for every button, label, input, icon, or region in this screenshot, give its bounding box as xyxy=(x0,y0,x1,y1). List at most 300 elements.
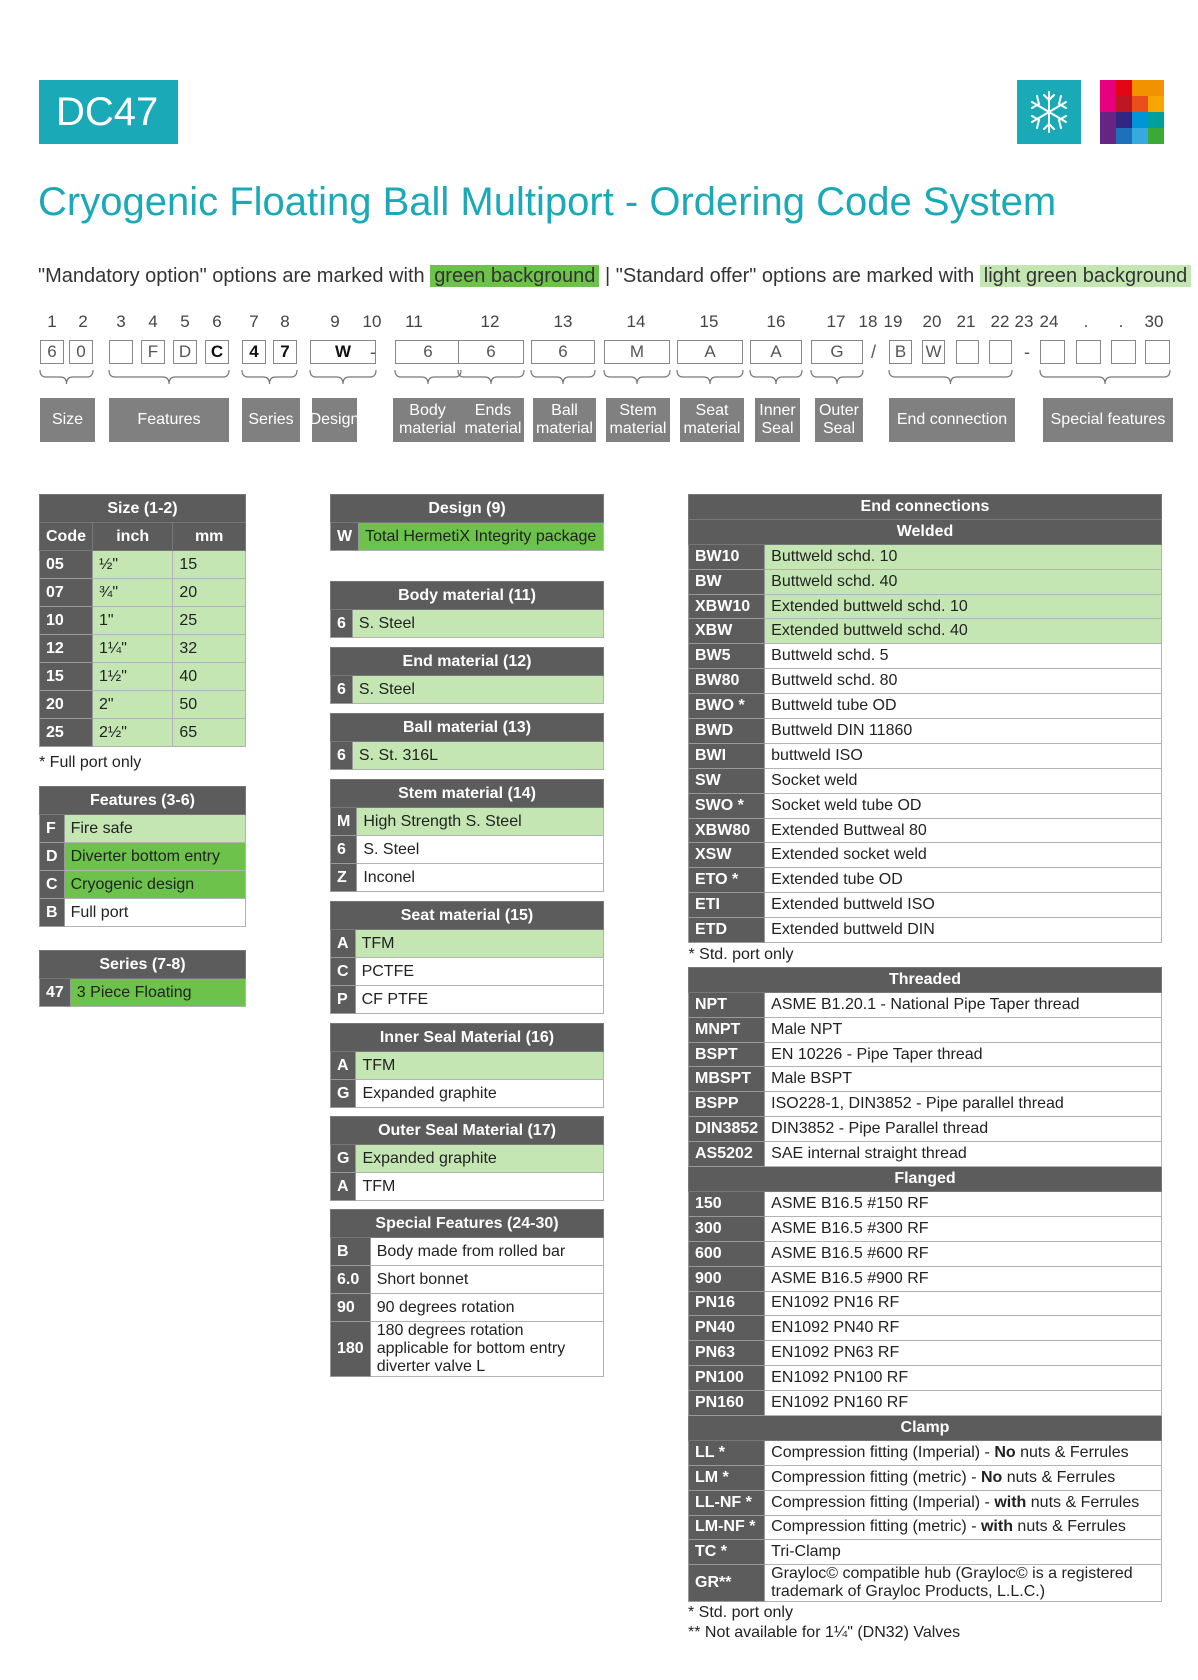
end-connection-code: BW80 xyxy=(689,669,765,694)
legend-text: "Standard offer" options are marked with xyxy=(615,265,975,287)
code-position-number: 21 xyxy=(956,312,976,331)
code-position-number: 19 xyxy=(883,312,903,331)
outer-title: Outer Seal Material (17) xyxy=(331,1117,604,1145)
end-connection-row xyxy=(689,1490,1162,1515)
series-title: Series (7-8) xyxy=(40,951,246,979)
code-group-label: Features xyxy=(109,398,229,442)
size-row xyxy=(40,551,246,579)
end-connection-description: Extended socket weld xyxy=(765,843,1162,868)
seat-row xyxy=(331,958,604,986)
ball-title: Ball material (13) xyxy=(331,714,604,742)
clamp-desc-emph: No xyxy=(980,1468,1003,1486)
clamp-desc-a: Tri-Clamp xyxy=(771,1543,841,1561)
end-connection-code: LM-NF * xyxy=(689,1515,765,1540)
code-position-number: . xyxy=(1118,312,1124,331)
series-code: 47 xyxy=(40,979,71,1007)
stem-description: Inconel xyxy=(357,864,604,892)
end-connection-code: BW10 xyxy=(689,544,765,569)
features-title: Features (3-6) xyxy=(40,787,246,815)
clamp-desc-a: Compression fitting (Imperial) - xyxy=(771,1443,995,1461)
size-mm: 50 xyxy=(173,691,246,719)
code-brace xyxy=(458,370,524,384)
end-connection-description: Buttweld tube OD xyxy=(765,694,1162,719)
code-position-number: 15 xyxy=(699,312,719,331)
design xyxy=(331,495,604,523)
inner xyxy=(331,1024,604,1052)
size-table xyxy=(39,494,246,747)
code-position-number: 3 xyxy=(116,312,126,331)
code-braces xyxy=(0,368,1198,398)
ends-row xyxy=(331,676,604,704)
end-connection-description: EN1092 PN63 RF xyxy=(765,1341,1162,1366)
code-position-number: 1 xyxy=(47,312,57,331)
end-connection-row xyxy=(689,1017,1162,1042)
code-position-number: 6 xyxy=(212,312,222,331)
clamp-desc-a: Compression fitting (Imperial) - xyxy=(771,1493,995,1511)
size-mm: 25 xyxy=(173,607,246,635)
end-connection-row xyxy=(689,1540,1162,1565)
code-box: M xyxy=(604,340,670,364)
special-description: 180 degrees rotation applicable for bottom entry diverter valve L xyxy=(370,1322,603,1377)
series-description: 3 Piece Floating xyxy=(70,979,245,1007)
code-group-label: Ends material xyxy=(462,398,524,442)
outer-description: TFM xyxy=(356,1173,604,1201)
size-row xyxy=(40,635,246,663)
features-row xyxy=(40,871,246,899)
body-title: Body material (11) xyxy=(331,582,604,610)
end-connection-row xyxy=(689,1291,1162,1316)
inner-code: G xyxy=(331,1080,356,1108)
special-description: 90 degrees rotation xyxy=(370,1294,603,1322)
clamp-desc-a: Grayloc© compatible hub (Grayloc© is a registered trademark of Grayloc Products, L.L.C.) xyxy=(771,1565,1133,1601)
inner-title: Inner Seal Material (16) xyxy=(331,1024,604,1052)
outer-row xyxy=(331,1145,604,1173)
code-separator: - xyxy=(370,342,376,362)
end-connection-code: TC * xyxy=(689,1540,765,1565)
inner-row xyxy=(331,1052,604,1080)
design-code: W xyxy=(331,523,359,551)
code-box: 6 xyxy=(458,340,524,364)
features-row xyxy=(40,815,246,843)
clamp-note-dn32: ** Not available for 1¼" (DN32) Valves xyxy=(688,1624,961,1642)
special-code: 180 xyxy=(331,1322,371,1377)
seat-table xyxy=(330,901,604,1014)
end-connection-code: PN160 xyxy=(689,1391,765,1416)
series xyxy=(40,951,246,979)
size-column-header: mm xyxy=(173,523,246,551)
end-connection-code: XBW xyxy=(689,619,765,644)
end-connection-row xyxy=(689,743,1162,768)
code-box: G xyxy=(811,340,863,364)
seat-title: Seat material (15) xyxy=(331,902,604,930)
end-connection-code: 150 xyxy=(689,1191,765,1216)
end-connections-section-title: Clamp xyxy=(689,1415,1162,1440)
stem-description: High Strength S. Steel xyxy=(357,808,604,836)
end-connection-code: BWI xyxy=(689,743,765,768)
end-connection-code: SW xyxy=(689,768,765,793)
code-brace xyxy=(677,370,743,384)
color-legend xyxy=(38,263,1191,289)
code-group-label: Special features xyxy=(1043,398,1173,442)
clamp-desc-emph: with xyxy=(980,1518,1013,1536)
end-connection-code: BW xyxy=(689,569,765,594)
legend-mandatory: green background xyxy=(430,265,599,287)
welded-note-row xyxy=(689,943,1162,968)
code-brace xyxy=(531,370,595,384)
end-connection-code: 300 xyxy=(689,1216,765,1241)
special-row xyxy=(331,1294,604,1322)
code-position-number: 7 xyxy=(249,312,259,331)
size-row xyxy=(40,663,246,691)
end-connection-row xyxy=(689,1092,1162,1117)
code-position-number: 17 xyxy=(826,312,846,331)
end-connection-row xyxy=(689,1142,1162,1167)
stem-row xyxy=(331,836,604,864)
legend-text: "Mandatory option" options are marked with xyxy=(38,265,425,287)
special-row xyxy=(331,1322,604,1377)
end-connections-section-title: Welded xyxy=(689,519,1162,544)
body-row xyxy=(331,610,604,638)
code-box: 6 xyxy=(40,340,64,364)
size-mm: 20 xyxy=(173,579,246,607)
end-connection-row xyxy=(689,768,1162,793)
stem-code: Z xyxy=(331,864,357,892)
end-connection-row xyxy=(689,1565,1162,1602)
features-code: B xyxy=(40,899,65,927)
code-box xyxy=(109,340,133,364)
code-box: 0 xyxy=(69,340,93,364)
end-connections-title: End connections xyxy=(689,495,1162,520)
inner-table xyxy=(330,1023,604,1108)
code-box: W xyxy=(310,340,376,364)
code-box: D xyxy=(173,340,197,364)
size-inch: 1½" xyxy=(93,663,173,691)
end-connection-row xyxy=(689,1117,1162,1142)
end-connection-row xyxy=(689,544,1162,569)
features-code: F xyxy=(40,815,65,843)
end-connection-row xyxy=(689,1316,1162,1341)
end-connection-description: Male BSPT xyxy=(765,1067,1162,1092)
end-connection-code: PN100 xyxy=(689,1366,765,1391)
code-box xyxy=(1040,340,1065,364)
code-box: F xyxy=(141,340,165,364)
ball xyxy=(331,714,604,742)
code-position-number: 12 xyxy=(480,312,500,331)
special-description: Body made from rolled bar xyxy=(370,1238,603,1266)
size-column-header: inch xyxy=(93,523,173,551)
seat-description: PCTFE xyxy=(355,958,603,986)
end-connection-row xyxy=(689,1067,1162,1092)
ends-code: 6 xyxy=(331,676,353,704)
end-connection-description: EN1092 PN40 RF xyxy=(765,1316,1162,1341)
code-brace xyxy=(242,370,297,384)
code-position-number: 18 xyxy=(858,312,878,331)
stem-code: 6 xyxy=(331,836,357,864)
end-connection-row xyxy=(689,893,1162,918)
code-brace xyxy=(1040,370,1170,384)
end-connection-description xyxy=(765,1490,1162,1515)
end-connection-description: Extended buttweld DIN xyxy=(765,918,1162,943)
features-code: C xyxy=(40,871,65,899)
code-position-number: 24 xyxy=(1039,312,1059,331)
end-connection-code: BW5 xyxy=(689,644,765,669)
code-position-number: 8 xyxy=(280,312,290,331)
code-brace xyxy=(750,370,802,384)
clamp-desc-emph: No xyxy=(994,1443,1016,1461)
series-row xyxy=(40,979,246,1007)
welded-note: * Std. port only xyxy=(688,945,794,963)
code-brace xyxy=(40,370,93,384)
end-connection-row xyxy=(689,1191,1162,1216)
size-code: 20 xyxy=(40,691,93,719)
end-connection-code: BSPT xyxy=(689,1042,765,1067)
code-position-number: 4 xyxy=(148,312,158,331)
size-inch: 2" xyxy=(93,691,173,719)
clamp-desc-b: nuts & Ferrules xyxy=(1002,1468,1116,1486)
design-row xyxy=(331,523,604,551)
size-inch: ½" xyxy=(93,551,173,579)
end-connection-row xyxy=(689,868,1162,893)
features-table xyxy=(39,786,246,927)
end-connection-description: EN1092 PN16 RF xyxy=(765,1291,1162,1316)
stem-table xyxy=(330,779,604,892)
inner-description: Expanded graphite xyxy=(356,1080,604,1108)
code-brace xyxy=(310,370,376,384)
clamp-desc-b: nuts & Ferrules xyxy=(1012,1518,1126,1536)
size-inch: ¾" xyxy=(93,579,173,607)
ends xyxy=(331,648,604,676)
end-connection-description: Buttweld schd. 40 xyxy=(765,569,1162,594)
size-row xyxy=(40,607,246,635)
end-connection-description: ASME B1.20.1 - National Pipe Taper thread xyxy=(765,992,1162,1017)
end-connection-code: SWO * xyxy=(689,793,765,818)
end-connection-row xyxy=(689,1366,1162,1391)
end-connection-description xyxy=(765,1440,1162,1465)
special-row xyxy=(331,1266,604,1294)
body-description: S. Steel xyxy=(352,610,603,638)
inner-description: TFM xyxy=(356,1052,604,1080)
code-group-label: Series xyxy=(242,398,300,442)
end-connections-section-flanged xyxy=(689,1167,1162,1192)
stem-code: M xyxy=(331,808,357,836)
outer-description: Expanded graphite xyxy=(356,1145,604,1173)
end-connection-code: DIN3852 xyxy=(689,1117,765,1142)
ball-table xyxy=(330,713,604,770)
product-badge: DC47 xyxy=(39,80,178,144)
color-mosaic-logo xyxy=(1100,80,1164,144)
stem xyxy=(331,780,604,808)
end-connection-row xyxy=(689,644,1162,669)
end-connection-code: LL * xyxy=(689,1440,765,1465)
page-title: Cryogenic Floating Ball Multiport - Ordering Code System xyxy=(38,180,1057,224)
body xyxy=(331,582,604,610)
special-code: 6.0 xyxy=(331,1266,371,1294)
end-connection-row xyxy=(689,992,1162,1017)
outer-code: A xyxy=(331,1173,356,1201)
end-connections-section-title: Threaded xyxy=(689,967,1162,992)
end-connection-row xyxy=(689,1440,1162,1465)
end-connection-code: AS5202 xyxy=(689,1142,765,1167)
size-column-headers xyxy=(40,523,246,551)
code-position-number: 9 xyxy=(330,312,340,331)
size-inch: 2½" xyxy=(93,719,173,747)
end-connection-row xyxy=(689,818,1162,843)
end-connection-description: ASME B16.5 #150 RF xyxy=(765,1191,1162,1216)
clamp-note-std: * Std. port only xyxy=(688,1604,793,1622)
clamp-desc-emph: with xyxy=(994,1493,1027,1511)
code-box xyxy=(956,340,979,364)
code-box: C xyxy=(205,340,229,364)
end-connection-description: Extended buttweld ISO xyxy=(765,893,1162,918)
special-code: 90 xyxy=(331,1294,371,1322)
outer-row xyxy=(331,1173,604,1201)
end-connection-row xyxy=(689,1216,1162,1241)
clamp-desc-a: Compression fitting (metric) - xyxy=(771,1468,981,1486)
code-box: 6 xyxy=(531,340,595,364)
code-position-number: 14 xyxy=(626,312,646,331)
code-position-number: 10 xyxy=(362,312,382,331)
legend-separator: | xyxy=(604,265,611,287)
clamp-desc-b: nuts & Ferrules xyxy=(1026,1493,1140,1511)
end-connection-description: EN1092 PN100 RF xyxy=(765,1366,1162,1391)
end-connection-description xyxy=(765,1465,1162,1490)
special-description: Short bonnet xyxy=(370,1266,603,1294)
end-connection-code: PN40 xyxy=(689,1316,765,1341)
end-connection-code: LM * xyxy=(689,1465,765,1490)
code-position-number: 16 xyxy=(766,312,786,331)
code-box xyxy=(989,340,1012,364)
special-title: Special Features (24-30) xyxy=(331,1210,604,1238)
code-group-label: Inner Seal xyxy=(755,398,800,442)
size xyxy=(40,495,246,523)
size-mm: 40 xyxy=(173,663,246,691)
end-connection-description: Buttweld schd. 80 xyxy=(765,669,1162,694)
end-connection-code: MBSPT xyxy=(689,1067,765,1092)
code-box: A xyxy=(750,340,802,364)
size-mm: 32 xyxy=(173,635,246,663)
code-group-label: Ball material xyxy=(533,398,596,442)
end-connection-row xyxy=(689,669,1162,694)
code-position-number: 22 xyxy=(990,312,1010,331)
end-connection-description: buttweld ISO xyxy=(765,743,1162,768)
size-inch: 1¼" xyxy=(93,635,173,663)
code-position-number: 23 xyxy=(1014,312,1034,331)
code-group-label: Design xyxy=(312,398,357,442)
end-connections-section-welded xyxy=(689,519,1162,544)
seat-row xyxy=(331,986,604,1014)
end-connection-description: Socket weld tube OD xyxy=(765,793,1162,818)
code-group-label: Body material xyxy=(393,398,462,442)
ends-table xyxy=(330,647,604,704)
code-position-number: 13 xyxy=(553,312,573,331)
code-box: 4 xyxy=(242,340,266,364)
end-connection-description: Buttweld schd. 10 xyxy=(765,544,1162,569)
size-mm: 65 xyxy=(173,719,246,747)
seat-description: CF PTFE xyxy=(355,986,603,1014)
end-connection-description: Extended buttweld schd. 40 xyxy=(765,619,1162,644)
end-connection-description xyxy=(765,1565,1162,1602)
end-connection-description: ISO228-1, DIN3852 - Pipe parallel thread xyxy=(765,1092,1162,1117)
outer xyxy=(331,1117,604,1145)
end-connection-description: ASME B16.5 #900 RF xyxy=(765,1266,1162,1291)
size-inch: 1" xyxy=(93,607,173,635)
ball-code: 6 xyxy=(331,742,353,770)
seat-code: A xyxy=(331,930,356,958)
end-connection-code: ETD xyxy=(689,918,765,943)
code-group-label: Seat material xyxy=(680,398,744,442)
end-connection-code: NPT xyxy=(689,992,765,1017)
code-separator: / xyxy=(871,342,877,362)
stem-row xyxy=(331,808,604,836)
code-position-number: 5 xyxy=(180,312,190,331)
end-connection-code: GR** xyxy=(689,1565,765,1602)
series-table xyxy=(39,950,246,1007)
design-table xyxy=(330,494,604,551)
end-connection-row xyxy=(689,918,1162,943)
code-position-number: 11 xyxy=(405,312,423,331)
end-connection-row xyxy=(689,1341,1162,1366)
end-connection-row xyxy=(689,719,1162,744)
outer-table xyxy=(330,1116,604,1201)
end-connection-code: BWD xyxy=(689,719,765,744)
end-connection-code: 600 xyxy=(689,1241,765,1266)
size-code: 12 xyxy=(40,635,93,663)
end-connection-description xyxy=(765,1540,1162,1565)
features-row xyxy=(40,843,246,871)
end-connection-code: 900 xyxy=(689,1266,765,1291)
features-description: Cryogenic design xyxy=(64,871,245,899)
end-connection-row xyxy=(689,619,1162,644)
size-code: 05 xyxy=(40,551,93,579)
stem-description: S. Steel xyxy=(357,836,604,864)
size-note: * Full port only xyxy=(39,754,142,771)
end-connection-code: BSPP xyxy=(689,1092,765,1117)
code-brace xyxy=(109,370,229,384)
end-connections-table xyxy=(688,494,1162,1602)
inner-code: A xyxy=(331,1052,356,1080)
special xyxy=(331,1210,604,1238)
end-connection-description: Extended buttweld schd. 10 xyxy=(765,594,1162,619)
features-description: Fire safe xyxy=(64,815,245,843)
ball-row xyxy=(331,742,604,770)
seat xyxy=(331,902,604,930)
features-code: D xyxy=(40,843,65,871)
end-connection-row xyxy=(689,569,1162,594)
end-connection-code: PN16 xyxy=(689,1291,765,1316)
end-connection-code: XBW10 xyxy=(689,594,765,619)
code-position-number: 2 xyxy=(78,312,88,331)
end-connection-code: BWO * xyxy=(689,694,765,719)
end-connection-row xyxy=(689,1465,1162,1490)
end-connection-row xyxy=(689,793,1162,818)
clamp-desc-a: Compression fitting (metric) - xyxy=(771,1518,981,1536)
end-connection-code: XBW80 xyxy=(689,818,765,843)
end-connection-code: MNPT xyxy=(689,1017,765,1042)
size-code: 10 xyxy=(40,607,93,635)
end-connection-code: ETI xyxy=(689,893,765,918)
end-connection-row xyxy=(689,843,1162,868)
outer-code: G xyxy=(331,1145,356,1173)
clamp-desc-b: nuts & Ferrules xyxy=(1015,1443,1129,1461)
size-code: 25 xyxy=(40,719,93,747)
end-connection-row xyxy=(689,1391,1162,1416)
design-title: Design (9) xyxy=(331,495,604,523)
end-connections xyxy=(689,495,1162,520)
end-connection-description: Socket weld xyxy=(765,768,1162,793)
code-brace xyxy=(889,370,1012,384)
end-connection-description: Male NPT xyxy=(765,1017,1162,1042)
code-box: 7 xyxy=(273,340,297,364)
